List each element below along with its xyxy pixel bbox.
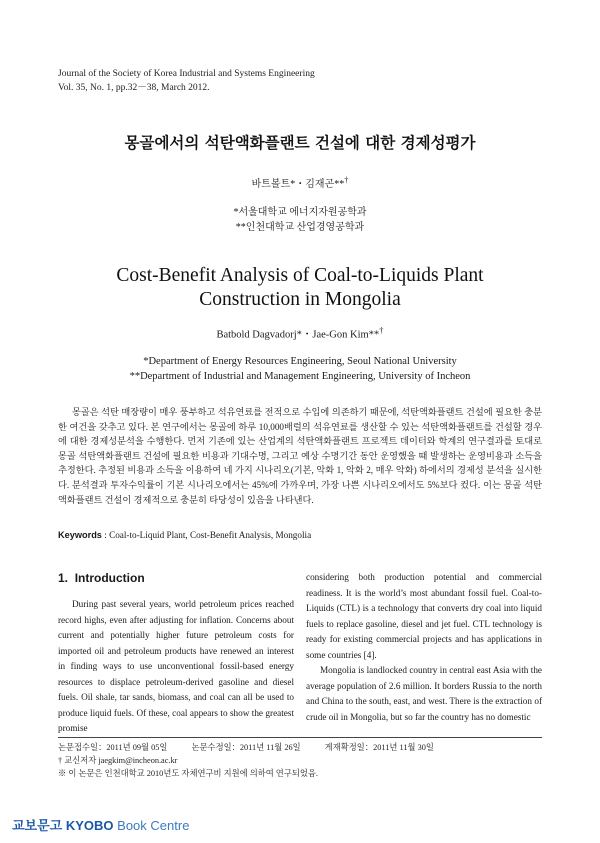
footnote-divider <box>58 737 542 738</box>
korean-title: 몽골에서의 석탄액화플랜트 건설에 대한 경제성평가 <box>124 134 476 152</box>
korean-author-names: 바트볼트*・김재곤** <box>251 179 345 190</box>
korean-affiliations <box>0 206 600 235</box>
section-title: Introduction <box>74 571 145 585</box>
keywords-label: Keywords <box>58 530 102 540</box>
received-date: 논문접수일：2011년 09월 05일 <box>58 743 168 752</box>
accepted-date: 게재확정일：2011년 11월 30일 <box>324 743 434 752</box>
footnotes <box>58 741 456 780</box>
corresponding-mark-en: † <box>379 325 384 335</box>
logo-korean: 교보문고 <box>12 818 63 833</box>
journal-header <box>58 67 315 95</box>
keywords <box>58 530 311 540</box>
english-affiliation-2: **Department of Industrial and Management Engineering, University of Incheon <box>129 370 471 382</box>
left-column <box>58 597 294 737</box>
right-column <box>306 570 542 725</box>
english-authors <box>0 325 600 342</box>
kyobo-logo <box>12 818 189 834</box>
right-paragraph-2: Mongolia is landlocked country in central east Asia with the average population of 2.6 million. It borders Russia to the north and China to the south, east, and west. There is the extraction of crude oil in Mongolia, but so far the country has no domestic <box>306 665 542 722</box>
funding-note: ※ 이 논문은 인천대학교 2010년도 자체연구비 지원에 의하여 연구되었음. <box>58 769 318 778</box>
journal-name: Journal of the Society of Korea Industrial and Systems Engineering <box>58 69 315 79</box>
korean-affiliation-1: *서울대학교 에너지자원공학과 <box>233 207 367 218</box>
abstract: 몽골은 석탄 매장량이 매우 풍부하고 석유연료를 전적으로 수입에 의존하기 때문에, 석탄액화플랜트 건설에 필요한 충분한 여건을 갖추고 있다. 본 연구에서는 몽골에 하루 10,000배럴의 석유연료를 생산할 수 있는 석탄액화플랜트를 건설할 경우에 대한 경제성분석을 수행한다. 먼저 기존에 있는 산업계의 석탄액화플랜트 프로젝트 데이터와 학계의 연구결과를 토대로 몽골 석탄액화플랜트 건설에 필요한 비용과 기대수명, 그리고 예상 수명기간 동안 운영했을 때 발생하는 운영비용과 소득을 추정한다. 추정된 비용과 소득을 이용하여 네 가지 시나리오(기본, 악화 1, 악화 2, 매우 악화) 하에서의 경제성 분석을 실시한다. 분석결과 투자수익률이 기본 시나리오에서는 45%에 가까우며, 가장 나쁜 시나리오에서도 5%보다 컸다. 이는 몽골 석탄액화플랜트 건설이 경제적으로 충분히 타당성이 있음을 나타낸다. <box>58 407 542 505</box>
english-title <box>0 264 600 312</box>
left-paragraph-1: During past several years, world petroleum prices reached record highs, even after adjusting for inflation. Concerns about current and potentially higher future petroleum costs for imported oil and petroleum products have renewed an interest in finding ways to use unconventional fossil-based energy resources to displace petroleum-derived gasoline and diesel fuels. Oil shale, tar sands, biomass, and coal can all be used to produce liquid fuels. Of these, coal appears to show the greatest promise <box>58 599 294 733</box>
section-heading <box>58 571 145 585</box>
footnote-dates <box>58 741 456 754</box>
section-number: 1. <box>58 571 69 585</box>
english-affiliation-1: *Department of Energy Resources Engineering, Seoul National University <box>143 356 457 367</box>
logo-english: KYOBO <box>65 818 114 833</box>
journal-volume: Vol. 35, No. 1, pp.32－38, March 2012. <box>58 83 210 93</box>
right-paragraph-1: considering both production potential and commercial readiness. It is the world’s most abundant fossil fuel. Coal-to-Liquids (CTL) is a technology that converts dry coal into liquid fuels to replace gasoline, diesel and jet fuel. CTL technology is ready for existing commercial projects and has applications in some countries [4]. <box>306 572 542 660</box>
english-title-line-2: Construction in Mongolia <box>199 289 401 310</box>
keywords-text: : Coal-to-Liquid Plant, Cost-Benefit Analysis, Mongolia <box>104 530 312 540</box>
korean-authors <box>0 175 600 190</box>
english-author-names: Batbold Dagvadorj*・Jae-Gon Kim** <box>216 329 380 341</box>
corresponding-author: † 교신저자 jaegkim@incheon.ac.kr <box>58 756 178 765</box>
english-title-line-1: Cost-Benefit Analysis of Coal-to-Liquids Plant <box>116 265 484 286</box>
corresponding-mark: † <box>344 175 349 185</box>
logo-subtitle: Book Centre <box>117 818 190 833</box>
english-affiliations <box>0 355 600 384</box>
revised-date: 논문수정일：2011년 11월 26일 <box>191 743 301 752</box>
korean-affiliation-2: **인천대학교 산업경영공학과 <box>235 221 365 233</box>
